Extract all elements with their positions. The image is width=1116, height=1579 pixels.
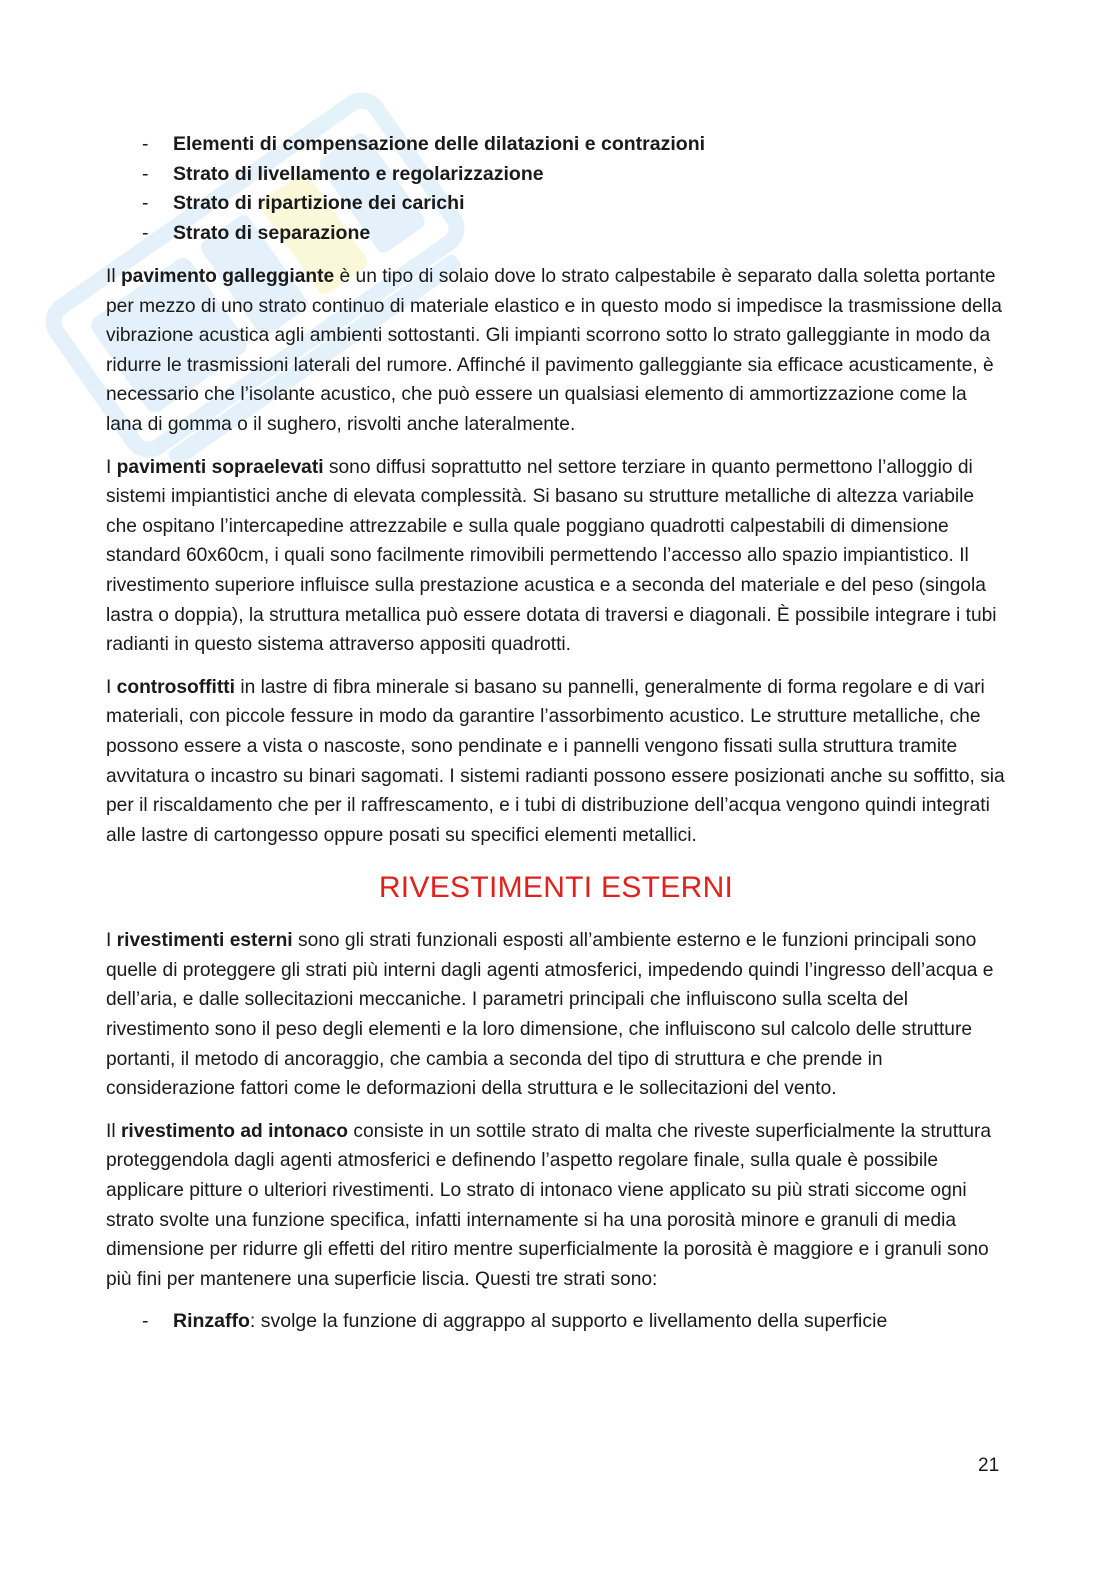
list-item-text: Strato di ripartizione dei carichi [173, 192, 465, 214]
section-heading: RIVESTIMENTI ESTERNI [378, 871, 734, 905]
list-item-text: : svolge la funzione di aggrappo al supporto e livellamento della superficie [249, 1310, 888, 1333]
list-item [106, 160, 1006, 190]
paragraph-lead: I [106, 930, 117, 952]
page-number: 21 [978, 1455, 1000, 1476]
paragraph-text: è un tipo di solaio dove lo strato calpestabile è separato dalla soletta portante per mezzo di uno strato continuo di materiale elastico e in questo modo si impedisce la trasmissione della vibrazione acustica agli ambienti sottostanti. Gli impianti scorrono sotto lo strato galleggiante in modo da ridurre le trasmissioni laterali del rumore. Affinché il pavimento galleggiante sia efficace acusticamente, è necessario che l’isolante acustico, che può essere un qualsiasi elemento di ammortizzazione come la lana di gomma o il sughero, risvolti anche lateralmente. [106, 266, 1002, 435]
term-bold: Rinzaffo [173, 1310, 250, 1333]
paragraph-rivestimento-intonaco [106, 1117, 1006, 1295]
top-list [106, 130, 1006, 248]
term-bold: controsoffitti [116, 676, 235, 698]
term-bold: pavimenti sopraelevati [116, 456, 324, 478]
paragraph-lead: I [106, 456, 117, 478]
list-item [106, 189, 1006, 219]
list-dash: - [142, 1310, 149, 1333]
paragraph-rivestimenti-esterni [106, 926, 1006, 1104]
paragraph-lead: Il [106, 266, 121, 287]
list-dash: - [142, 192, 149, 214]
paragraph-text: in lastre di fibra minerale si basano su pannelli, generalmente di forma regolare e di vari materiali, con piccole fessure in modo da garantire l’assorbimento acustico. Le strutture metalliche, che possono essere a vista o nascoste, sono pendinate e i pannelli vengono fissati sulla struttura tramite avvitatura o incastro su binari sagomati. I sistemi radianti possono essere posizionati anche su soffitto, sia per il riscaldamento che per il raffrescamento, e i tubi di distribuzione dell’acqua vengono quindi integrati alle lastre di cartongesso oppure posati su specifici elementi metallici. [106, 676, 1005, 846]
term-bold: rivestimenti esterni [116, 930, 293, 952]
paragraph-pavimenti-sopraelevati [106, 453, 1006, 660]
term-bold: pavimento galleggiante [120, 266, 335, 287]
list-dash: - [142, 133, 149, 155]
list-item [106, 219, 1006, 249]
paragraph-text: sono diffusi soprattutto nel settore terziare in quanto permettono l’alloggio di sistemi impiantistici anche di elevata complessità. Si basano su strutture metalliche di altezza variabile che ospitano l’intercapedine attrezzabile e sulla quale poggiano quadrotti calpestabili di dimensione standard 60x60cm, i quali sono facilmente rimovibili permettendo l’accesso allo spazio impiantistico. Il rivestimento superiore influisce sulla prestazione acustica e a seconda del materiale e del peso (singola lastra o doppia), la struttura metallica può essere dotata di traversi e diagonali. È possibile integrare i tubi radianti in questo sistema attraverso appositi quadrotti. [106, 456, 997, 656]
list-item [106, 130, 1006, 160]
paragraph-controsoffitti [106, 673, 1006, 851]
list-item [106, 1307, 1006, 1337]
paragraph-lead: I [106, 676, 117, 698]
paragraph-text: sono gli strati funzionali esposti all’ambiente esterno e le funzioni principali sono quelle di proteggere gli strati più interni dagli agenti atmosferici, impedendo quindi l’ingresso dell’acqua e dell’aria, e dalle sollecitazioni meccaniche. I parametri principali che influiscono sulla scelta del rivestimento sono il peso degli elementi e la loro dimensione, che influiscono sul calcolo delle strutture portanti, il metodo di ancoraggio, che cambia a seconda del tipo di struttura e che prende in considerazione fattori come le deformazioni della struttura e le sollecitazioni del vento. [106, 930, 994, 1100]
paragraph-pavimento-galleggiante [106, 262, 1006, 440]
bottom-list [106, 1307, 1006, 1337]
list-item-text: Strato di livellamento e regolarizzazione [173, 162, 544, 185]
list-dash: - [142, 162, 149, 185]
list-dash: - [142, 221, 149, 244]
term-bold: rivestimento ad intonaco [120, 1120, 349, 1142]
list-item-text: Strato di separazione [173, 221, 371, 244]
paragraph-lead: Il [106, 1120, 121, 1142]
document-page [106, 130, 1006, 1351]
paragraph-text: consiste in un sottile strato di malta che riveste superficialmente la struttura proteggendola dagli agenti atmosferici e definendo l’aspetto regolare finale, sulla quale è possibile applicare pitture o ulteriori rivestimenti. Lo strato di intonaco viene applicato su più strati siccome ogni strato svolte una funzione specifica, infatti internamente si ha una porosità minore e granuli di media dimensione per ridurre gli effetti del ritiro mentre superficialmente la porosità è maggiore e i granuli sono più fini per mantenere una superficie liscia. Questi tre strati sono: [106, 1120, 992, 1290]
list-item-text: Elementi di compensazione delle dilatazioni e contrazioni [173, 133, 706, 155]
